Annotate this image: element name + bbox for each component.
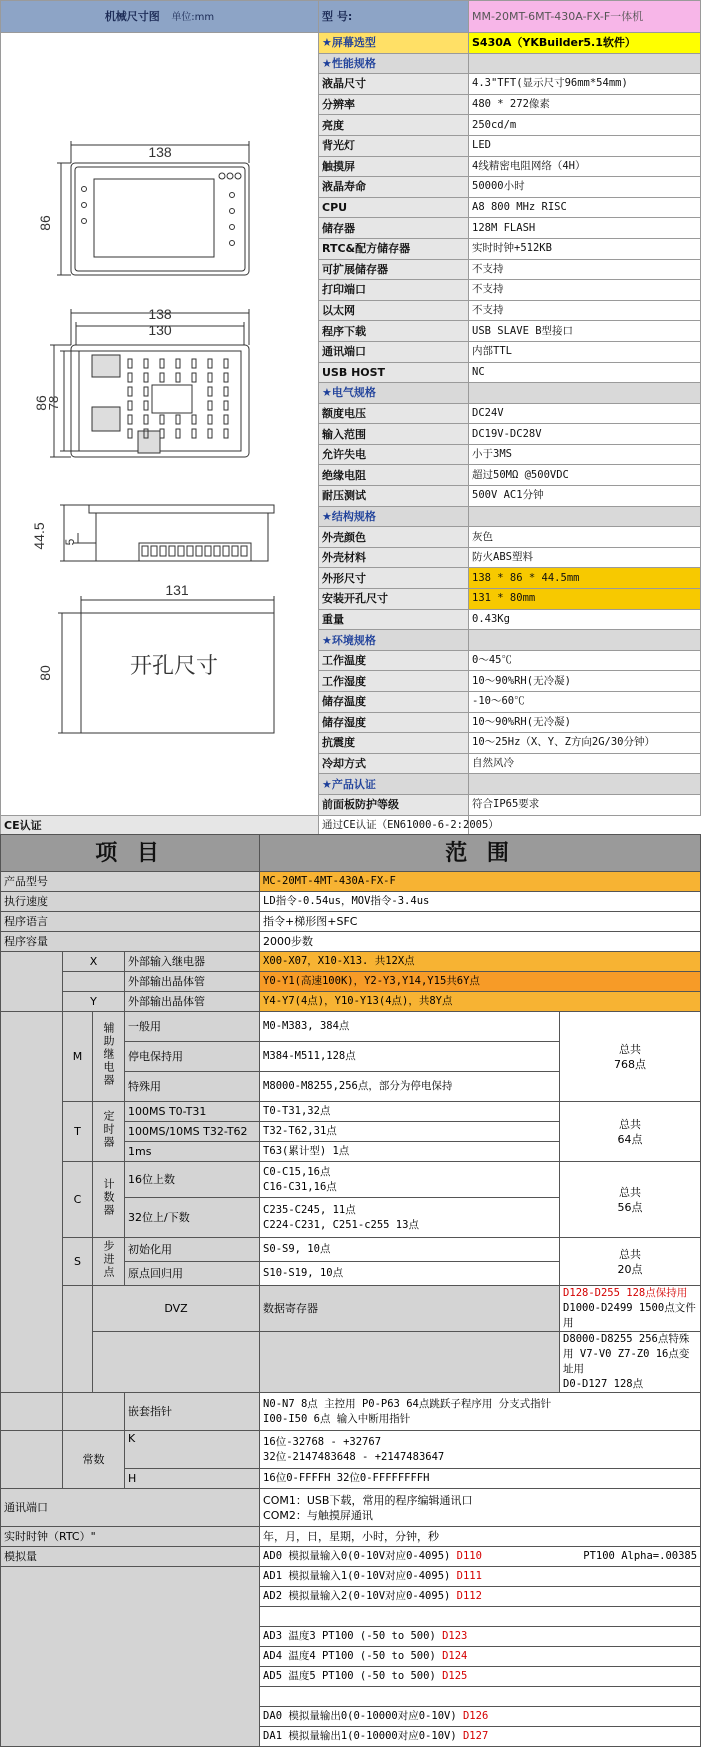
- vent-slot: [160, 415, 164, 424]
- analog-reg: D126: [462, 1710, 489, 1722]
- spec-label: 外壳材料: [319, 547, 469, 568]
- yt-name: 外部输出晶体管: [125, 972, 260, 992]
- spec-label: 打印端口: [319, 280, 469, 301]
- t-row-value: T0-T31,32点: [260, 1102, 560, 1122]
- drawing-title: 机械尺寸图: [104, 9, 160, 23]
- plc-head-item: 项 目: [1, 835, 260, 872]
- terminal-pin: [241, 546, 247, 556]
- com-value: [260, 1489, 701, 1527]
- io-blank: [1, 952, 63, 1012]
- analog-text: DA1 模拟量输出1(0-10000对应0-10V): [263, 1730, 463, 1742]
- spec-label: 重量: [319, 609, 469, 630]
- vent-slot: [208, 387, 212, 396]
- spec-label: USB HOST: [319, 362, 469, 383]
- screen-select-value: S430A（YKBuilder5.1软件）: [469, 33, 701, 54]
- analog-text: DA0 模拟量输出0(0-10000对应0-10V): [263, 1710, 463, 1722]
- const-blank: [1, 1431, 63, 1489]
- vent-slot: [192, 373, 196, 382]
- c-tag: C: [63, 1162, 93, 1238]
- spec-value: 符合IP65要求: [469, 794, 701, 815]
- m-row-value: M8000-M8255,256点，部分为停电保持: [260, 1072, 560, 1102]
- vent-slot: [192, 415, 196, 424]
- spec-label: 以太网: [319, 300, 469, 321]
- spec-value: 4.3"TFT(显示尺寸96mm*54mm): [469, 74, 701, 95]
- m-group-text: 辅助继电器: [102, 1022, 115, 1087]
- rtc-label: 实时时钟（RTC）": [1, 1527, 260, 1547]
- drawing-unit: 单位:mm: [171, 11, 215, 23]
- analog-reg: D110: [456, 1550, 482, 1562]
- spec-value: 不支持: [469, 259, 701, 280]
- c-row-value: [260, 1162, 560, 1198]
- t-total: 总共 64点: [560, 1102, 701, 1162]
- com-line: COM1：USB下载，常用的程序编辑通讯口: [263, 1493, 473, 1507]
- vent-slot: [176, 415, 180, 424]
- vent-slot: [176, 359, 180, 368]
- analog-row: [260, 1567, 701, 1587]
- s-row-value: S0-S9, 10点: [260, 1238, 560, 1262]
- vent-slot: [160, 359, 164, 368]
- spec-section-title: ★结构规格: [319, 506, 469, 527]
- dvz-value: [560, 1286, 701, 1332]
- spec-section-title: ★电气规格: [319, 383, 469, 404]
- com-line: COM2：与触摸屏通讯: [263, 1508, 373, 1522]
- m-group: [93, 1012, 125, 1102]
- top-width-outer-dim: 138: [148, 306, 172, 322]
- spec-label: 允许失电: [319, 444, 469, 465]
- spec-value: 内部TTL: [469, 341, 701, 362]
- y-tag: Y: [63, 992, 125, 1012]
- dvz-name: 数据寄存器: [260, 1286, 560, 1332]
- spec-label: 程序下载: [319, 321, 469, 342]
- spec-value: 480 * 272像素: [469, 94, 701, 115]
- analog-reg: D125: [442, 1670, 468, 1682]
- k-line: 16位-32768 - +32767: [263, 1435, 382, 1448]
- vent-slot: [128, 401, 132, 410]
- spec-value: 不支持: [469, 300, 701, 321]
- analog-text: AD4 温度4 PT100 (-50 to 500): [263, 1650, 443, 1662]
- mechanical-drawing: [1, 33, 319, 816]
- spec-label: 安装开孔尺寸: [319, 589, 469, 610]
- cutout-label: 开孔尺寸: [129, 653, 219, 678]
- spec-section-title: ★环境规格: [319, 630, 469, 651]
- vent-slot: [224, 401, 228, 410]
- terminal-pin: [223, 546, 229, 556]
- terminal-pin: [196, 546, 202, 556]
- c-row-name: 32位上/下数: [125, 1198, 260, 1238]
- vent-slot: [224, 429, 228, 438]
- vent-slot: [224, 415, 228, 424]
- spec-value: A8 800 MHz RISC: [469, 197, 701, 218]
- vent-slot: [144, 373, 148, 382]
- spec-label: 储存湿度: [319, 712, 469, 733]
- s-row-value: S10-S19, 10点: [260, 1262, 560, 1286]
- spec-value: 小于3MS: [469, 444, 701, 465]
- h-value: 16位0-FFFFH 32位0-FFFFFFFFH: [260, 1469, 701, 1489]
- front-height-dim: 86: [37, 215, 53, 231]
- vent-slot: [192, 429, 196, 438]
- analog-row: [260, 1547, 701, 1567]
- t-row-name: 100MS/10MS T32-T62: [125, 1122, 260, 1142]
- t-tag: T: [63, 1102, 93, 1162]
- x-value: X00-X07，X10-X13. 共12X点: [260, 952, 701, 972]
- spec-label: 前面板防护等级: [319, 794, 469, 815]
- analog-row: [260, 1587, 701, 1607]
- spec-label: 亮度: [319, 115, 469, 136]
- model-label: 型 号:: [319, 1, 469, 33]
- spec-value: 138 * 86 * 44.5mm: [469, 568, 701, 589]
- y-name: 外部输出晶体管: [125, 992, 260, 1012]
- spec-label: 通讯端口: [319, 341, 469, 362]
- speed-row-label: 执行速度: [1, 892, 260, 912]
- nest-line: I00-I50 6点 输入中断用指针: [263, 1412, 411, 1425]
- vent-slot: [224, 359, 228, 368]
- vent-slot: [208, 401, 212, 410]
- analog-row: [260, 1707, 701, 1727]
- analog-row: [260, 1727, 701, 1747]
- vent-slot: [144, 387, 148, 396]
- side-height-dim: 44.5: [31, 522, 47, 550]
- x-tag: X: [63, 952, 125, 972]
- const-label: 常数: [63, 1431, 125, 1489]
- vent-slot: [176, 429, 180, 438]
- s-tag: S: [63, 1238, 93, 1286]
- analog-row-empty: [260, 1687, 701, 1707]
- model-row-label: 产品型号: [1, 872, 260, 892]
- dvz-line: D8000-D8255 256点特殊用 V7-V0 Z7-Z0 16点变址用: [563, 1333, 690, 1375]
- dvz-tag: DVZ: [93, 1286, 260, 1332]
- spec-label: 抗震度: [319, 733, 469, 754]
- s-row-name: 原点回归用: [125, 1262, 260, 1286]
- spec-label: 液晶尺寸: [319, 74, 469, 95]
- c-row-line: C16-C31,16点: [263, 1180, 337, 1193]
- spec-label: 绝缘电阻: [319, 465, 469, 486]
- analog-row: [260, 1667, 701, 1687]
- spec-section-fill: [469, 53, 701, 74]
- terminal-pin: [205, 546, 211, 556]
- vent-slot: [128, 373, 132, 382]
- speed-row-value: LD指令-0.54us，MOV指令-3.4us: [260, 892, 701, 912]
- vent-slot: [160, 429, 164, 438]
- analog-row: [260, 1647, 701, 1667]
- screen-select-label: ★屏幕选型: [319, 33, 469, 54]
- dvz-rest: D1000-D2499 1500点文件用: [563, 1302, 696, 1329]
- lang-row-label: 程序语言: [1, 912, 260, 932]
- spec-label: 触摸屏: [319, 156, 469, 177]
- dvz-red: D128-D255 128点保持用: [563, 1287, 688, 1299]
- vent-slot: [224, 387, 228, 396]
- analog-reg: D127: [462, 1730, 489, 1742]
- dvz-name-2: [260, 1332, 560, 1393]
- vent-slot: [176, 373, 180, 382]
- rtc-value: 年，月，日，星期，小时，分钟，秒: [260, 1527, 701, 1547]
- analog-row-empty: [260, 1607, 701, 1627]
- spec-value: 灰色: [469, 527, 701, 548]
- c-row-line: C224-C231, C251-c255 13点: [263, 1218, 419, 1231]
- vent-slot: [208, 359, 212, 368]
- spec-label: 储存器: [319, 218, 469, 239]
- c-row-value: [260, 1198, 560, 1238]
- m-row-name: 特殊用: [125, 1072, 260, 1102]
- spec-value: DC24V: [469, 403, 701, 424]
- k-line: 32位-2147483648 - +2147483647: [263, 1450, 445, 1463]
- top-height-outer-dim: 86: [33, 395, 49, 411]
- spec-value: 500V AC1分钟: [469, 486, 701, 507]
- spec-value: 不支持: [469, 280, 701, 301]
- model-row-value: MC-20MT-4MT-430A-FX-F: [260, 872, 701, 892]
- vent-slot: [208, 429, 212, 438]
- yt-value: Y0-Y1(高速100K)，Y2-Y3,Y14,Y15共6Y点: [260, 972, 701, 992]
- t-row-value: T32-T62,31点: [260, 1122, 560, 1142]
- side-small-dim: 5: [63, 538, 77, 546]
- t-row-name: 1ms: [125, 1142, 260, 1162]
- vent-slot: [192, 359, 196, 368]
- spec-value: 实时时钟+512KB: [469, 238, 701, 259]
- k-tag: K: [125, 1431, 260, 1469]
- analog-reg: D124: [442, 1650, 468, 1662]
- analog-reg: D111: [456, 1570, 482, 1582]
- spec-value: 10～90%RH(无冷凝): [469, 712, 701, 733]
- spec-value: LED: [469, 135, 701, 156]
- nest-blank: [1, 1393, 63, 1431]
- yt-tag: [63, 972, 125, 992]
- dvz-tag-2: [93, 1332, 260, 1393]
- cutout-height-dim: 80: [37, 665, 53, 681]
- spec-section-fill: [469, 774, 701, 795]
- spec-table: [0, 0, 701, 835]
- spec-value: 128M FLASH: [469, 218, 701, 239]
- vent-slot: [208, 415, 212, 424]
- c-group-text: 计数器: [102, 1178, 115, 1217]
- vent-slot: [144, 415, 148, 424]
- x-name: 外部输入继电器: [125, 952, 260, 972]
- k-value: [260, 1431, 701, 1469]
- spec-value: 0～45℃: [469, 650, 701, 671]
- m-row-value: M384-M511,128点: [260, 1042, 560, 1072]
- c-row-line: C235-C245, 11点: [263, 1203, 356, 1216]
- spec-label: 分辨率: [319, 94, 469, 115]
- dvz-blank: [63, 1286, 93, 1393]
- nest-line: N0-N7 8点 主控用 P0-P63 64点跳跃子程序用 分支式指针: [263, 1397, 552, 1410]
- spec-value: 0.43Kg: [469, 609, 701, 630]
- spec-value: 自然风冷: [469, 753, 701, 774]
- nest-name: 嵌套指针: [125, 1393, 260, 1431]
- spec-label: 额度电压: [319, 403, 469, 424]
- h-tag: H: [125, 1469, 260, 1489]
- m-tag: M: [63, 1012, 93, 1102]
- t-group: [93, 1102, 125, 1162]
- terminal-pin: [151, 546, 157, 556]
- t-group-text: 定时器: [102, 1110, 115, 1149]
- terminal-pin: [232, 546, 238, 556]
- spec-value: 250cd/m: [469, 115, 701, 136]
- spec-label: CPU: [319, 197, 469, 218]
- spec-value: 防火ABS塑料: [469, 547, 701, 568]
- vent-slot: [224, 373, 228, 382]
- spec-value: 50000小时: [469, 177, 701, 198]
- terminal-pin: [160, 546, 166, 556]
- front-width-dim: 138: [148, 144, 172, 160]
- spec-label: 背光灯: [319, 135, 469, 156]
- analog-text: AD0 模拟量输入0(0-10V对应0-4095): [263, 1550, 457, 1562]
- t-row-value: T63(累计型) 1点: [260, 1142, 560, 1162]
- top-height-inner-dim: 78: [46, 395, 61, 411]
- spec-label: 外形尺寸: [319, 568, 469, 589]
- analog-reg: D112: [456, 1590, 482, 1602]
- spec-label: 液晶寿命: [319, 177, 469, 198]
- vent-slot: [128, 387, 132, 396]
- c-total: 总共 56点: [560, 1162, 701, 1238]
- c-row-name: 16位上数: [125, 1162, 260, 1198]
- drawing-header: [1, 1, 319, 33]
- model-value: MM-20MT-6MT-430A-FX-F一体机: [469, 1, 701, 33]
- spec-value: -10～60℃: [469, 692, 701, 713]
- spec-label: 可扩展储存器: [319, 259, 469, 280]
- spec-label: 工作湿度: [319, 671, 469, 692]
- spec-value: NC: [469, 362, 701, 383]
- analog-text: AD2 模拟量输入2(0-10V对应0-4095): [263, 1590, 457, 1602]
- dvz-line: D0-D127 128点: [563, 1378, 644, 1390]
- s-group-text: 步进点: [102, 1240, 115, 1279]
- spec-label: 输入范围: [319, 424, 469, 445]
- plc-table: [0, 834, 701, 1747]
- terminal-pin: [142, 546, 148, 556]
- analog-text: AD3 温度3 PT100 (-50 to 500): [263, 1630, 443, 1642]
- analog-text: AD5 温度5 PT100 (-50 to 500): [263, 1670, 443, 1682]
- spec-label: 耐压测试: [319, 486, 469, 507]
- vent-slot: [208, 373, 212, 382]
- cap-row-value: 2000步数: [260, 932, 701, 952]
- c-row-line: C0-C15,16点: [263, 1165, 331, 1178]
- t-row-name: 100MS T0-T31: [125, 1102, 260, 1122]
- analog-label: 模拟量: [1, 1547, 260, 1567]
- s-group: [93, 1238, 125, 1286]
- top-width-inner-dim: 130: [148, 322, 172, 338]
- spec-value: 10～90%RH(无冷凝): [469, 671, 701, 692]
- nest-tag: [63, 1393, 125, 1431]
- plc-head-range: 范 围: [260, 835, 701, 872]
- vent-slot: [128, 415, 132, 424]
- nest-value: [260, 1393, 701, 1431]
- y-value: Y4-Y7(4点)，Y10-Y13(4点)，共8Y点: [260, 992, 701, 1012]
- spec-value: 131 * 80mm: [469, 589, 701, 610]
- m-row-name: 一般用: [125, 1012, 260, 1042]
- s-total: 总共 20点: [560, 1238, 701, 1286]
- spec-value: 超过50MΩ @500VDC: [469, 465, 701, 486]
- vent-slot: [128, 359, 132, 368]
- spec-section-title: ★产品认证: [319, 774, 469, 795]
- vent-slot: [160, 373, 164, 382]
- spec-label: 外壳颜色: [319, 527, 469, 548]
- spec-label: 储存温度: [319, 692, 469, 713]
- cap-row-label: 程序容量: [1, 932, 260, 952]
- s-row-name: 初始化用: [125, 1238, 260, 1262]
- vent-slot: [128, 429, 132, 438]
- drawing-svg: [4, 33, 322, 815]
- spec-section-fill: [469, 383, 701, 404]
- spec-section-fill: [469, 506, 701, 527]
- m-total: 总共 768点: [560, 1012, 701, 1102]
- dvz-value-2: [560, 1332, 701, 1393]
- spec-value: 通过CE认证（EN61000-6-2:2005）: [319, 816, 469, 835]
- spec-label: CE认证: [1, 816, 319, 835]
- relay-blank: [1, 1012, 63, 1393]
- spec-value: USB SLAVE B型接口: [469, 321, 701, 342]
- spec-label: 冷却方式: [319, 753, 469, 774]
- com-label: 通讯端口: [1, 1489, 260, 1527]
- lang-row-value: 指令+梯形图+SFC: [260, 912, 701, 932]
- analog-text: AD1 模拟量输入1(0-10V对应0-4095): [263, 1570, 457, 1582]
- terminal-pin: [187, 546, 193, 556]
- terminal-pin: [214, 546, 220, 556]
- analog-reg: D123: [442, 1630, 468, 1642]
- analog-blank: [1, 1567, 260, 1747]
- cutout-width-dim: 131: [165, 582, 189, 598]
- terminal-pin: [169, 546, 175, 556]
- analog-extra: PT100 Alpha=.00385: [583, 1550, 698, 1562]
- spec-value: 4线精密电阻网络（4H）: [469, 156, 701, 177]
- spec-section-title: ★性能规格: [319, 53, 469, 74]
- spec-label: RTC&配方储存器: [319, 238, 469, 259]
- vent-slot: [144, 401, 148, 410]
- spec-value: 10～25Hz（X、Y、Z方向2G/30分钟）: [469, 733, 701, 754]
- m-row-name: 停电保持用: [125, 1042, 260, 1072]
- analog-row: [260, 1627, 701, 1647]
- terminal-pin: [178, 546, 184, 556]
- spec-label: 工作温度: [319, 650, 469, 671]
- vent-slot: [144, 359, 148, 368]
- spec-value: DC19V-DC28V: [469, 424, 701, 445]
- m-row-value: M0-M383, 384点: [260, 1012, 560, 1042]
- c-group: [93, 1162, 125, 1238]
- spec-section-fill: [469, 630, 701, 651]
